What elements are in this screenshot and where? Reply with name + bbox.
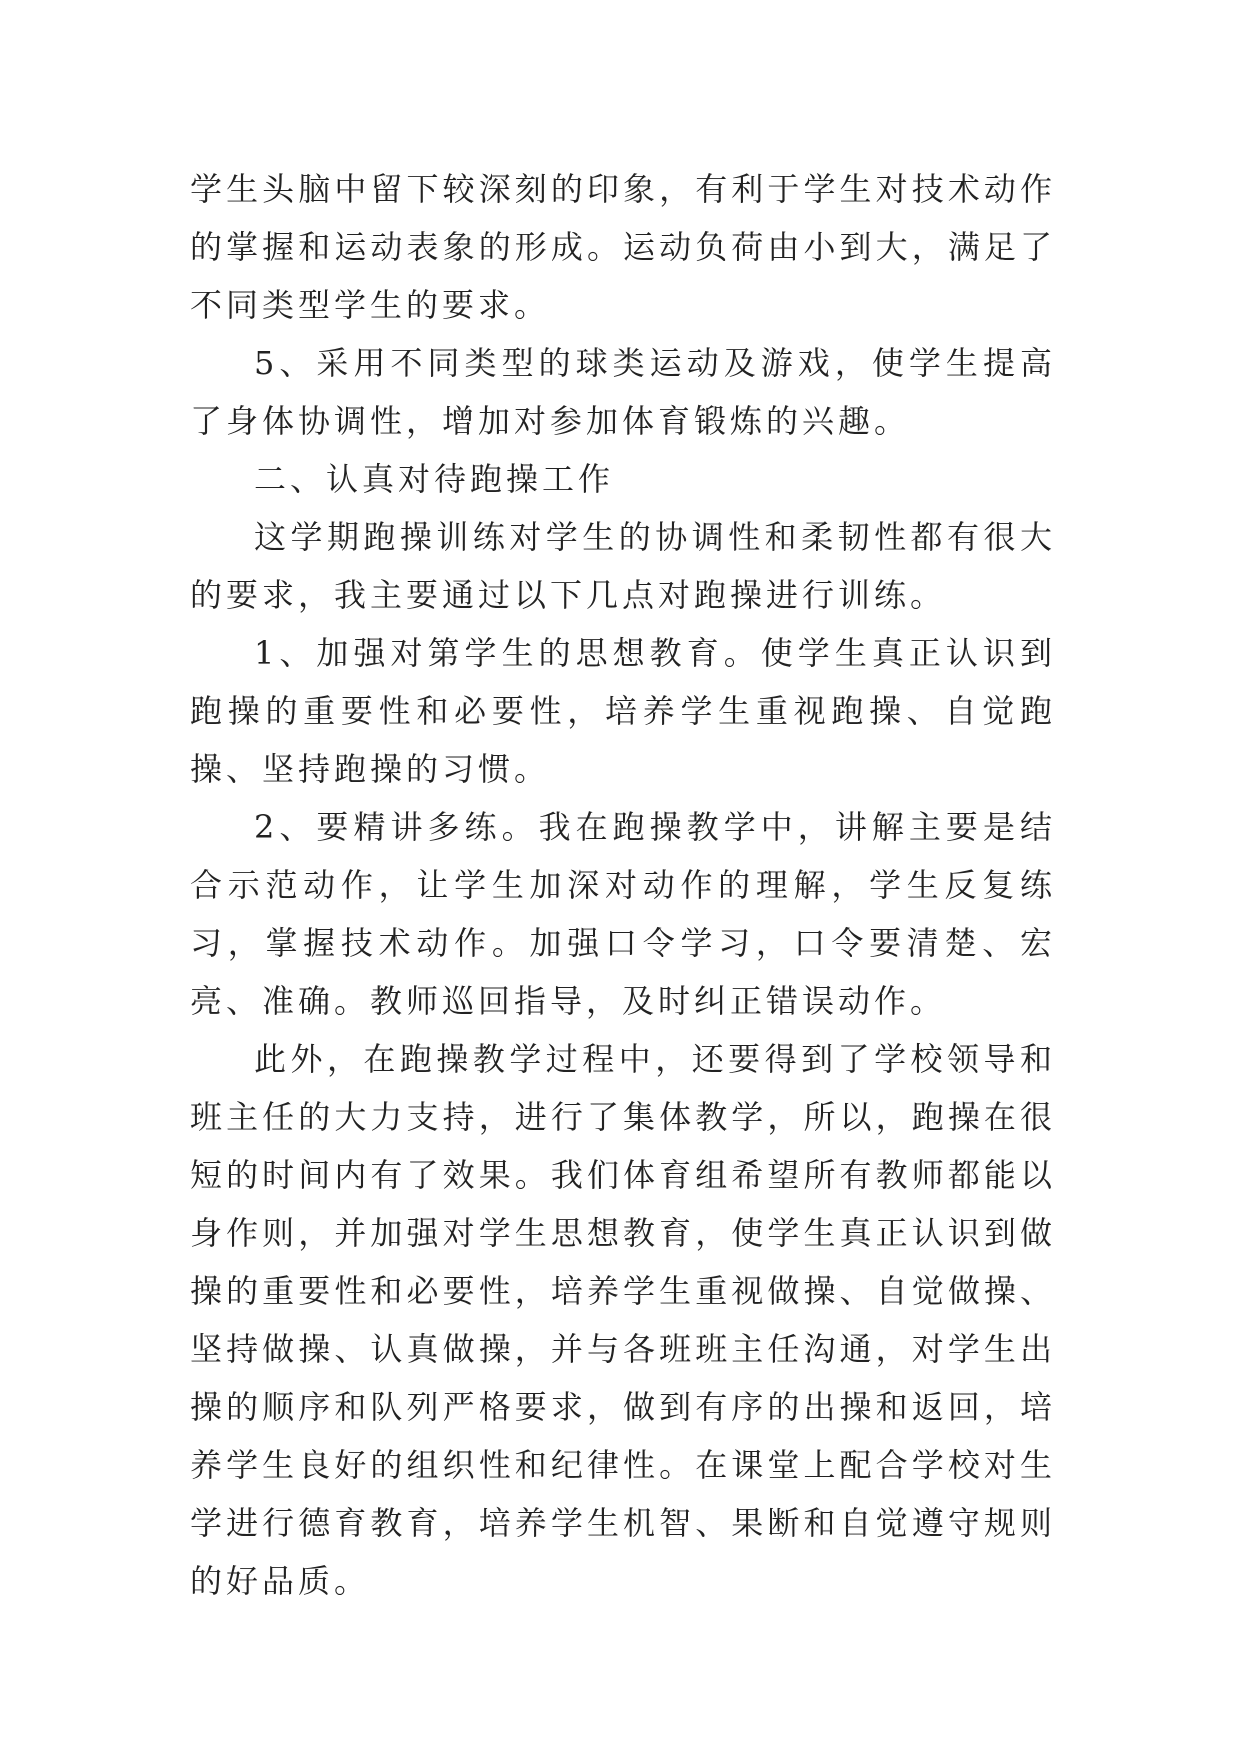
section-heading: 二、认真对待跑操工作 bbox=[254, 460, 615, 498]
document-body bbox=[190, 160, 1056, 1610]
paragraph-item-5: 5、采用不同类型的球类运动及游戏，使学生提高了身体协调性，增加对参加体育锻炼的兴趣。 bbox=[190, 344, 1056, 440]
paragraph-item-2: 2、要精讲多练。我在跑操教学中，讲解主要是结合示范动作，让学生加深对动作的理解，学生反复练习，掌握技术动作。加强口令学习，口令要清楚、宏亮、准确。教师巡回指导，及时纠正错误动作。 bbox=[190, 808, 1056, 1020]
paragraph-conclusion: 此外，在跑操教学过程中，还要得到了学校领导和班主任的大力支持，进行了集体教学，所以，跑操在很短的时间内有了效果。我们体育组希望所有教师都能以身作则，并加强对学生思想教育，使学生真正认识到做操的重要性和必要性，培养学生重视做操、自觉做操、坚持做操、认真做操，并与各班班主任沟通，对学生出操的顺序和队列严格要求，做到有序的出操和返回，培养学生良好的组织性和纪律性。在课堂上配合学校对生学进行德育教育，培养学生机智、果断和自觉遵守规则的好品质。 bbox=[190, 1040, 1056, 1600]
paragraph-item-1: 1、加强对第学生的思想教育。使学生真正认识到跑操的重要性和必要性，培养学生重视跑操、自觉跑操、坚持跑操的习惯。 bbox=[190, 634, 1056, 788]
paragraph-continuation: 学生头脑中留下较深刻的印象，有利于学生对技术动作的掌握和运动表象的形成。运动负荷由小到大，满足了不同类型学生的要求。 bbox=[190, 170, 1056, 324]
paragraph-intro: 这学期跑操训练对学生的协调性和柔韧性都有很大的要求，我主要通过以下几点对跑操进行训练。 bbox=[190, 518, 1056, 614]
